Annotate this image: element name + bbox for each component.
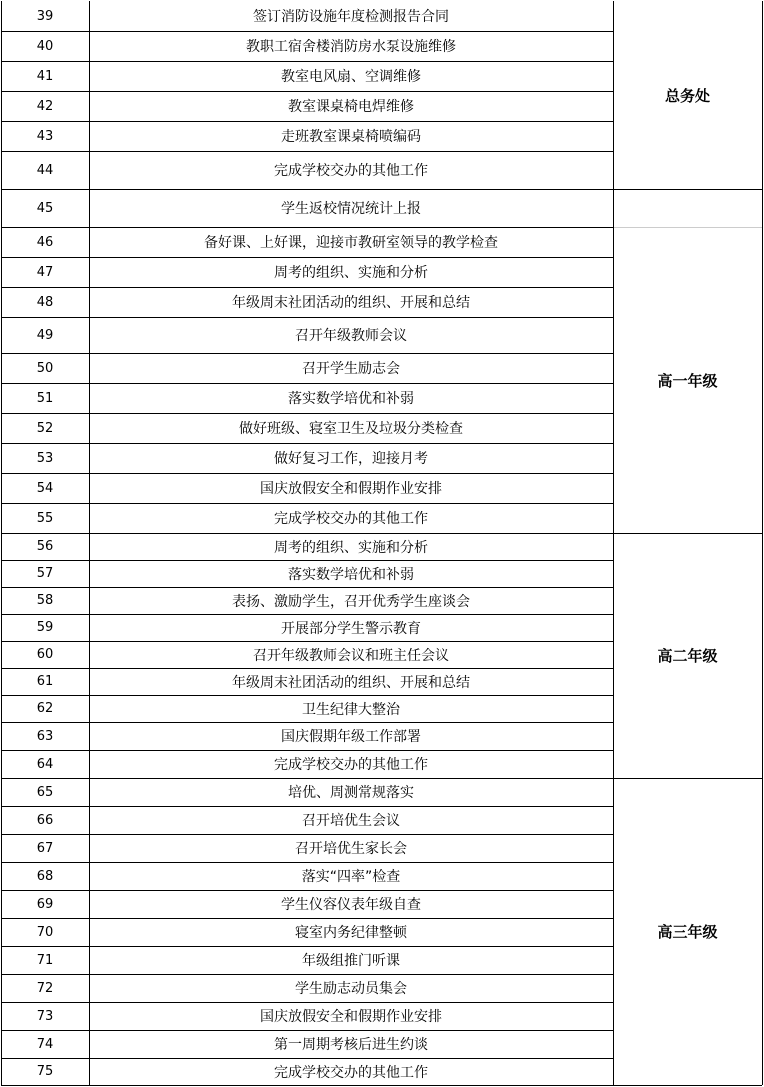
- row-number: 68: [36, 868, 54, 884]
- row-number: 66: [36, 812, 54, 828]
- task-text: 完成学校交办的其他工作: [274, 511, 428, 527]
- row-number: 45: [36, 200, 54, 216]
- row-number: 59: [36, 620, 54, 635]
- row-number: 51: [36, 390, 54, 406]
- row-number: 71: [36, 952, 54, 968]
- row-number: 70: [36, 924, 54, 940]
- row-number: 61: [36, 674, 54, 689]
- task-text: 国庆放假安全和假期作业安排: [260, 1009, 442, 1025]
- task-text: 走班教室课桌椅喷编码: [281, 129, 421, 145]
- task-text: 完成学校交办的其他工作: [274, 757, 428, 773]
- row-number: 50: [36, 360, 54, 376]
- row-number: 56: [36, 539, 54, 554]
- row-number: 57: [36, 566, 54, 581]
- row-number: 44: [36, 162, 54, 178]
- task-text: 第一周期考核后进生约谈: [274, 1037, 428, 1053]
- row-number: 65: [36, 784, 54, 800]
- row-number: 43: [36, 128, 54, 144]
- row-number: 60: [36, 647, 54, 662]
- table-rule: [1, 1, 2, 1085]
- task-text: 落实数学培优和补弱: [288, 391, 414, 407]
- row-number: 67: [36, 840, 54, 856]
- table-rule: [89, 1, 90, 1085]
- row-number: 55: [36, 510, 54, 526]
- department-label: 高二年级: [657, 647, 718, 665]
- table-rule: [613, 1085, 762, 1086]
- task-text: 备好课、上好课，迎接市教研室领导的教学检查: [204, 235, 498, 251]
- department-label: [613, 189, 762, 227]
- row-number: 62: [36, 701, 54, 716]
- task-text: 签订消防设施年度检测报告合同: [253, 9, 449, 25]
- task-text: 开展部分学生警示教育: [281, 620, 421, 637]
- task-text: 做好班级、寝室卫生及垃圾分类检查: [239, 421, 463, 437]
- task-text: 国庆放假安全和假期作业安排: [260, 481, 442, 497]
- table-rule: [762, 1, 763, 1085]
- task-text: 培优、周测常规落实: [288, 785, 414, 801]
- row-number: 64: [36, 756, 54, 772]
- table-rule: [613, 1, 614, 1085]
- row-number: 63: [36, 728, 54, 744]
- task-text: 周考的组织、实施和分析: [274, 265, 428, 281]
- row-number: 53: [36, 450, 54, 466]
- row-number: 40: [36, 38, 54, 54]
- row-number: 72: [36, 980, 54, 996]
- task-text: 落实数学培优和补弱: [288, 566, 414, 583]
- task-text: 周考的组织、实施和分析: [274, 539, 428, 556]
- row-number: 48: [36, 294, 54, 310]
- task-text: 召开培优生会议: [302, 813, 400, 829]
- row-number: 54: [36, 480, 54, 496]
- task-text: 召开培优生家长会: [295, 841, 407, 857]
- task-text: 教职工宿舍楼消防房水泵设施维修: [246, 39, 456, 55]
- row-number: 47: [36, 264, 54, 280]
- task-text: 学生励志动员集会: [295, 981, 407, 997]
- task-text: 年级周末社团活动的组织、开展和总结: [232, 295, 470, 311]
- task-text: 召开年级教师会议和班主任会议: [253, 647, 449, 664]
- task-text: 年级组推门听课: [302, 953, 400, 969]
- task-text: 完成学校交办的其他工作: [274, 1064, 428, 1081]
- row-number: 69: [36, 896, 54, 912]
- row-number: 73: [36, 1008, 54, 1024]
- table-rule: [1, 1085, 613, 1086]
- task-text: 寝室内务纪律整顿: [295, 925, 407, 941]
- table-rule: [613, 227, 762, 228]
- row-number: 42: [36, 98, 54, 114]
- row-number: 75: [36, 1064, 54, 1079]
- row-number: 52: [36, 420, 54, 436]
- task-text: 年级周末社团活动的组织、开展和总结: [232, 674, 470, 691]
- department-label: 高三年级: [657, 923, 718, 941]
- department-label: 高一年级: [657, 371, 718, 390]
- task-text: 召开学生励志会: [302, 361, 400, 377]
- row-number: 39: [36, 8, 54, 24]
- task-text: 国庆假期年级工作部署: [281, 729, 421, 745]
- row-number: 46: [36, 234, 54, 250]
- task-text: 表扬、激励学生，召开优秀学生座谈会: [232, 593, 470, 610]
- task-text: 学生仪容仪表年级自查: [281, 897, 421, 913]
- task-text: 教室课桌椅电焊维修: [288, 99, 414, 115]
- task-text: 做好复习工作，迎接月考: [274, 451, 428, 467]
- row-number: 58: [36, 593, 54, 608]
- task-text: 卫生纪律大整治: [302, 701, 400, 718]
- task-text: 召开年级教师会议: [295, 328, 407, 344]
- row-number: 49: [36, 327, 54, 343]
- department-label: 总务处: [664, 86, 710, 105]
- task-text: 落实“四率”检查: [301, 869, 401, 885]
- task-text: 完成学校交办的其他工作: [274, 163, 428, 179]
- task-text: 教室电风扇、空调维修: [281, 69, 421, 85]
- task-text: 学生返校情况统计上报: [281, 201, 421, 217]
- row-number: 41: [36, 68, 54, 84]
- row-number: 74: [36, 1036, 54, 1052]
